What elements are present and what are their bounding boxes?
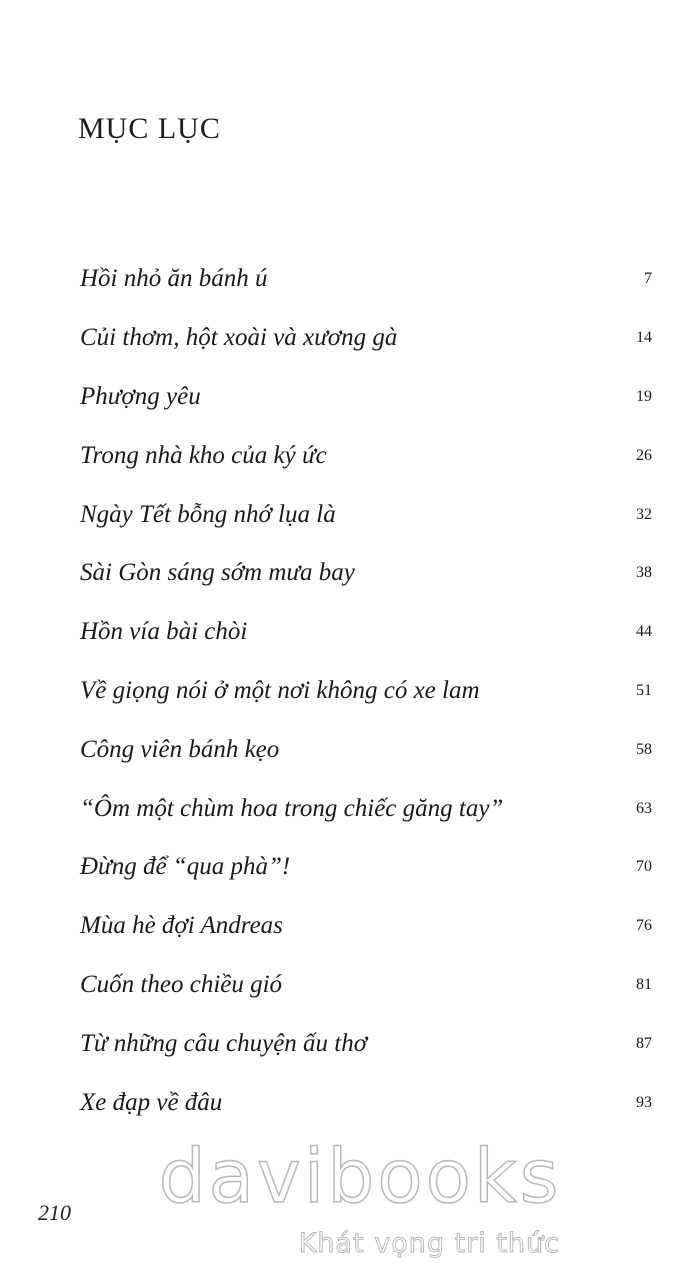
toc-entry-page: 58 [636, 740, 652, 758]
toc-entry [80, 309, 652, 368]
toc-entry-page: 76 [636, 917, 652, 935]
toc-entry-page: 7 [644, 270, 652, 288]
toc-entry-page: 81 [636, 975, 652, 993]
toc-entry [80, 662, 652, 721]
toc-entry [80, 485, 652, 544]
toc-entry [80, 720, 652, 779]
toc-entry-page: 26 [636, 446, 652, 464]
toc-entry-title: Hồi nhỏ ăn bánh ú [80, 265, 268, 293]
toc-entry [80, 368, 652, 427]
toc-entry-title: Phượng yêu [80, 382, 201, 410]
toc-entry-title: Hồn vía bài chòi [80, 618, 248, 646]
table-of-contents [80, 250, 652, 1132]
toc-entry-page: 63 [636, 799, 652, 817]
toc-entry-page: 14 [636, 329, 652, 347]
toc-entry [80, 1073, 652, 1132]
toc-entry [80, 838, 652, 897]
toc-entry-page: 51 [636, 681, 652, 699]
watermark-logo [150, 1134, 570, 1259]
toc-entry-title: Ngày Tết bỗng nhớ lụa là [80, 500, 336, 528]
toc-entry-page: 19 [636, 387, 652, 405]
toc-entry-title: Từ những câu chuyện ấu thơ [80, 1029, 368, 1057]
toc-entry-page: 70 [636, 858, 652, 876]
toc-entry-page: 32 [636, 505, 652, 523]
toc-entry [80, 426, 652, 485]
toc-entry [80, 544, 652, 603]
toc-entry-title: “Ôm một chùm hoa trong chiếc găng tay” [80, 794, 504, 822]
toc-entry-title: Xe đạp về đâu [80, 1088, 223, 1116]
toc-entry [80, 603, 652, 662]
page-number: 210 [38, 1200, 71, 1225]
toc-entry-page: 93 [636, 1093, 652, 1111]
toc-entry [80, 1014, 652, 1073]
watermark-tagline: Khát vọng tri thức [298, 1228, 560, 1259]
toc-entry-title: Mùa hè đợi Andreas [80, 912, 283, 940]
watermark-brand: davibooks [158, 1134, 562, 1220]
toc-entry-title: Đừng để “qua phà”! [80, 853, 291, 881]
toc-entry-title: Sài Gòn sáng sớm mưa bay [80, 559, 355, 587]
toc-entry-title: Cuốn theo chiều gió [80, 970, 283, 998]
toc-entry [80, 250, 652, 309]
toc-entry-page: 87 [636, 1034, 652, 1052]
toc-entry-title: Củi thơm, hột xoài và xương gà [80, 324, 398, 352]
page-title: MỤC LỤC [78, 112, 221, 146]
toc-entry [80, 956, 652, 1015]
toc-entry-title: Trong nhà kho của ký ức [80, 441, 327, 469]
toc-entry [80, 779, 652, 838]
toc-entry-title: Công viên bánh kẹo [80, 735, 280, 763]
toc-entry-page: 38 [636, 564, 652, 582]
toc-entry-page: 44 [636, 623, 652, 641]
toc-entry-title: Về giọng nói ở một nơi không có xe lam [80, 676, 480, 704]
toc-entry [80, 897, 652, 956]
